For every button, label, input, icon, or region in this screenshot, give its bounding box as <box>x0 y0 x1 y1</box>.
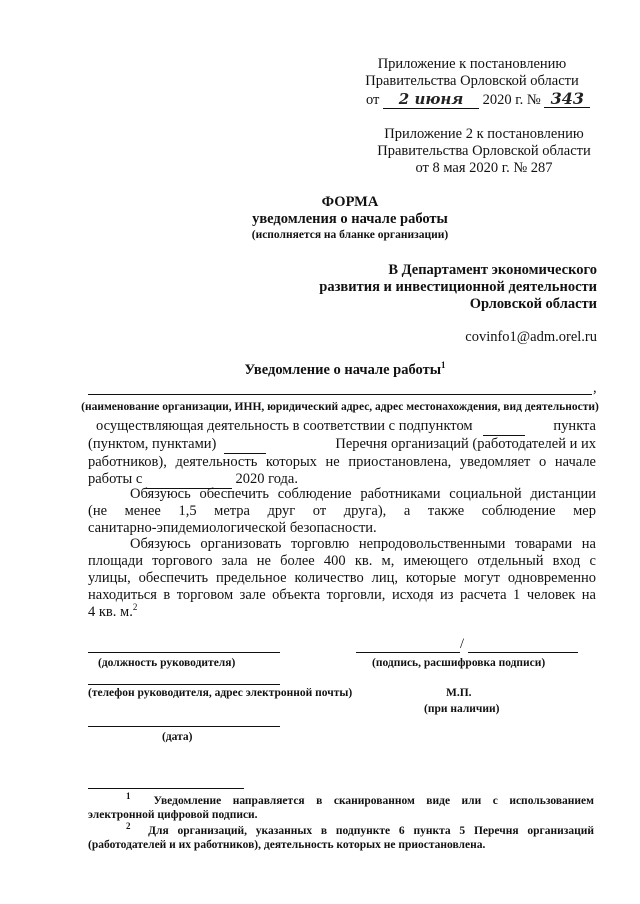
subpoint-blank <box>483 418 525 436</box>
stamp-note: (при наличии) <box>424 703 500 715</box>
p3-sup: 2 <box>132 602 138 613</box>
notice-heading-text: Уведомление о начале работы <box>244 362 442 378</box>
footnote-separator <box>88 788 244 789</box>
appendix-top-line1: Приложение к постановлению <box>377 56 567 72</box>
org-line-end: , <box>593 380 597 396</box>
org-caption: (наименование организации, ИНН, юридический адрес, адрес местонахождения, вид деятельности) <box>81 401 599 413</box>
handwritten-number: 343 <box>544 90 590 108</box>
position-caption: (должность руководителя) <box>98 657 236 669</box>
appendix-top <box>352 56 592 110</box>
phone-caption: (телефон руководителя, адрес электронной почты) <box>88 687 353 699</box>
form-title <box>190 194 510 242</box>
p1-line1-end: пункта <box>553 418 596 434</box>
signature-line-left <box>356 652 460 653</box>
footnotes <box>88 791 594 852</box>
p1-line4-text: работы с <box>88 471 143 487</box>
paragraph-1 <box>88 418 596 489</box>
form-subtitle: уведомления о начале работы <box>252 211 448 227</box>
footnote-2-mark: 2 <box>126 821 131 832</box>
p1-line3: работников), деятельность которых не приостановлена, уведомляет о начале <box>88 454 596 470</box>
p3-line2: площади торгового зала не более 400 кв. м, имеющего отдельный вход с <box>88 553 596 569</box>
footnote-1-line2: электронной цифровой подписи. <box>88 809 258 821</box>
stamp-label: М.П. <box>446 687 472 699</box>
footnote-2-line2: (работодателей и их работников), деятельность которых не приостановлена. <box>88 839 486 851</box>
signature-slash: / <box>460 636 465 652</box>
position-line <box>88 652 280 653</box>
p2-line2: (не менее 1,5 метра друг от друга), а также соблюдение мер <box>88 503 596 519</box>
appendix-2 <box>366 126 602 177</box>
p1-line4-end: 2020 года. <box>235 471 298 487</box>
addressee-line3: Орловской области <box>469 296 597 312</box>
footnote-2-line1 <box>88 821 594 838</box>
date-prefix: от <box>366 92 380 108</box>
appendix-top-date <box>352 90 592 110</box>
footnote-1-text: Уведомление направляется в сканированном виде или с использованием <box>153 795 594 807</box>
form-title-main: ФОРМА <box>321 194 379 210</box>
p3-line1: Обязуюсь организовать торговлю непродовольственными товарами на <box>130 536 596 552</box>
footnote-1-mark: 1 <box>126 791 131 802</box>
p2-line3: санитарно-эпидемиологической безопасности. <box>88 520 377 536</box>
appendix-2-line3: от 8 мая 2020 г. № 287 <box>415 160 553 176</box>
p1-line2-end: Перечня организаций (работодателей и их <box>335 436 596 452</box>
signature-line-right <box>468 652 578 653</box>
p1-line2-text: (пунктом, пунктами) <box>88 436 217 452</box>
footnote-1-line1 <box>88 791 594 808</box>
p3-line5 <box>88 604 596 621</box>
footnote-2-text: Для организаций, указанных в подпункте 6 пункта 5 Перечня организаций <box>148 825 594 837</box>
paragraph-3 <box>88 536 596 621</box>
notice-heading <box>200 362 490 379</box>
addressee-line2: развития и инвестиционной деятельности <box>319 279 597 295</box>
p3-line5-text: 4 кв. м. <box>88 604 133 620</box>
date-caption: (дата) <box>162 731 193 743</box>
p1-line2 <box>88 436 596 454</box>
p1-line1 <box>88 418 596 436</box>
point-blank <box>224 436 266 454</box>
p2-line1: Обязуюсь обеспечить соблюдение работниками социальной дистанции <box>130 486 596 502</box>
org-name-line <box>88 394 592 395</box>
handwritten-date: 2 июня <box>383 91 479 109</box>
signature-caption: (подпись, расшифровка подписи) <box>372 657 546 669</box>
phone-line <box>88 684 280 685</box>
appendix-top-line2: Правительства Орловской области <box>365 73 579 89</box>
addressee-line1: В Департамент экономического <box>388 262 597 278</box>
appendix-2-line1: Приложение 2 к постановлению <box>384 126 584 142</box>
date-year: 2020 г. № <box>482 92 541 108</box>
addressee <box>300 262 597 313</box>
form-note: (исполняется на бланке организации) <box>251 229 449 241</box>
p1-line1-text: осуществляющая деятельность в соответствии с подпунктом <box>96 418 473 434</box>
appendix-2-line2: Правительства Орловской области <box>377 143 591 159</box>
notice-heading-sup: 1 <box>441 360 446 371</box>
p3-line4: находиться в торговом зале объекта торговли, исходя из расчета 1 человек на <box>88 587 596 603</box>
addressee-email: covinfo1@adm.orel.ru <box>465 329 597 345</box>
date-line <box>88 726 280 727</box>
paragraph-2 <box>88 486 596 537</box>
p3-line3: улицы, обеспечить предельное количество лиц, которые могут одновременно <box>88 570 596 586</box>
